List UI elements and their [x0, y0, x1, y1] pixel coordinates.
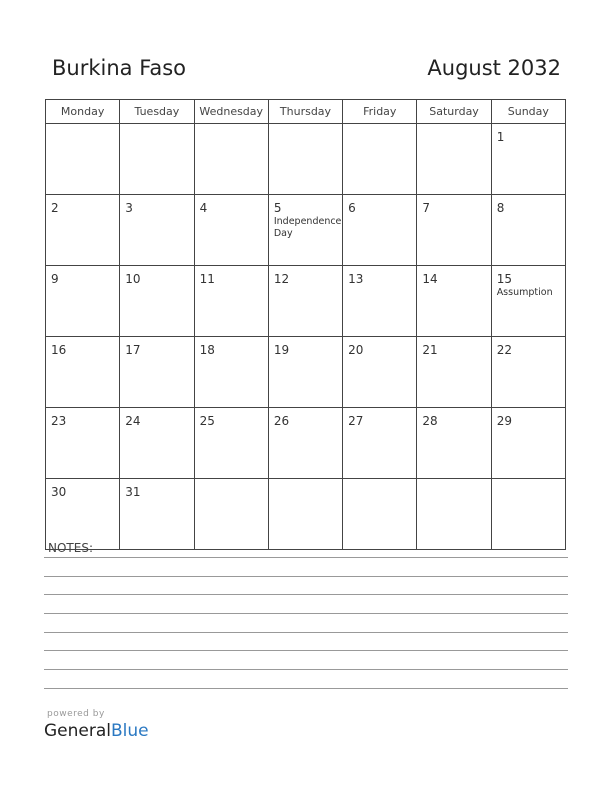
day-cell [343, 408, 417, 479]
holiday-label: Assumption [496, 287, 553, 298]
day-cell [120, 479, 194, 550]
day-number: 20 [348, 343, 364, 357]
day-number: 18 [199, 343, 215, 357]
month-year-title: August 2032 [427, 56, 561, 80]
holiday-label: Independence Day [273, 216, 342, 239]
day-cell [46, 124, 120, 195]
day-cell [268, 337, 342, 408]
day-number: 2 [51, 201, 59, 215]
brand-blue-text: Blue [111, 721, 149, 741]
note-line [44, 650, 568, 651]
powered-by-text: powered by [47, 709, 105, 719]
weekday-header: Monday [46, 100, 120, 124]
week-row [46, 195, 566, 266]
day-cell [491, 337, 565, 408]
day-number: 21 [422, 343, 438, 357]
day-cell [194, 195, 268, 266]
day-number: 10 [125, 272, 141, 286]
notes-label: NOTES: [48, 541, 93, 555]
day-cell [491, 266, 565, 337]
day-cell [268, 479, 342, 550]
week-row [46, 479, 566, 550]
day-number: 14 [422, 272, 438, 286]
day-cell [46, 337, 120, 408]
day-cell [120, 195, 194, 266]
day-number: 31 [125, 485, 141, 499]
note-line [44, 594, 568, 595]
day-number: 4 [199, 201, 208, 215]
day-cell [120, 408, 194, 479]
day-number: 26 [273, 414, 290, 428]
day-number: 13 [348, 272, 364, 286]
day-number: 12 [273, 272, 290, 286]
day-cell [417, 266, 491, 337]
calendar-grid [45, 99, 566, 550]
note-line [44, 632, 568, 633]
day-number: 24 [125, 414, 141, 428]
day-cell [343, 124, 417, 195]
day-cell [194, 337, 268, 408]
day-number: 30 [51, 485, 67, 499]
country-title: Burkina Faso [52, 56, 187, 80]
day-number: 27 [348, 414, 364, 428]
weekday-header: Thursday [268, 100, 342, 124]
day-cell [343, 266, 417, 337]
note-line [44, 688, 568, 689]
day-cell [417, 124, 491, 195]
day-number: 11 [199, 272, 215, 286]
brand-general-text: General [44, 721, 111, 741]
day-cell [417, 408, 491, 479]
weekday-header-row [46, 100, 566, 124]
day-number: 23 [51, 414, 67, 428]
day-number: 7 [422, 201, 431, 215]
day-cell [46, 479, 120, 550]
day-cell [268, 408, 342, 479]
week-row [46, 337, 566, 408]
day-cell [46, 408, 120, 479]
weekday-header: Tuesday [120, 100, 194, 124]
day-cell [194, 124, 268, 195]
day-cell [343, 337, 417, 408]
day-cell [417, 337, 491, 408]
weekday-header: Friday [343, 100, 417, 124]
week-row [46, 266, 566, 337]
day-cell [343, 195, 417, 266]
day-cell [120, 337, 194, 408]
day-number: 15 [496, 272, 512, 286]
note-line [44, 669, 568, 670]
day-cell [491, 124, 565, 195]
day-cell [194, 408, 268, 479]
day-cell [194, 266, 268, 337]
day-cell [194, 479, 268, 550]
day-cell [46, 266, 120, 337]
day-number: 8 [496, 201, 505, 215]
week-row [46, 408, 566, 479]
week-row [46, 124, 566, 195]
generalblue-logo[interactable] [44, 721, 149, 741]
day-cell [268, 195, 342, 266]
day-number: 6 [348, 201, 356, 215]
day-number: 3 [125, 201, 133, 215]
day-cell [46, 195, 120, 266]
day-cell [491, 408, 565, 479]
day-cell [491, 195, 565, 266]
day-number: 9 [51, 272, 59, 286]
weekday-header: Wednesday [194, 100, 268, 124]
day-number: 25 [199, 414, 215, 428]
day-number: 22 [496, 343, 512, 357]
day-cell [343, 479, 417, 550]
day-number: 28 [422, 414, 438, 428]
day-cell [417, 195, 491, 266]
day-number: 16 [51, 343, 67, 357]
day-number: 5 [273, 201, 282, 215]
day-cell [268, 124, 342, 195]
note-line [44, 576, 568, 577]
day-cell [120, 266, 194, 337]
weekday-header: Saturday [417, 100, 491, 124]
day-cell [268, 266, 342, 337]
day-number: 1 [496, 130, 505, 144]
day-cell [417, 479, 491, 550]
note-line [44, 557, 568, 558]
day-number: 29 [496, 414, 512, 428]
day-number: 19 [273, 343, 290, 357]
day-cell [120, 124, 194, 195]
weekday-header: Sunday [491, 100, 565, 124]
day-cell [491, 479, 565, 550]
note-line [44, 613, 568, 614]
day-number: 17 [125, 343, 141, 357]
